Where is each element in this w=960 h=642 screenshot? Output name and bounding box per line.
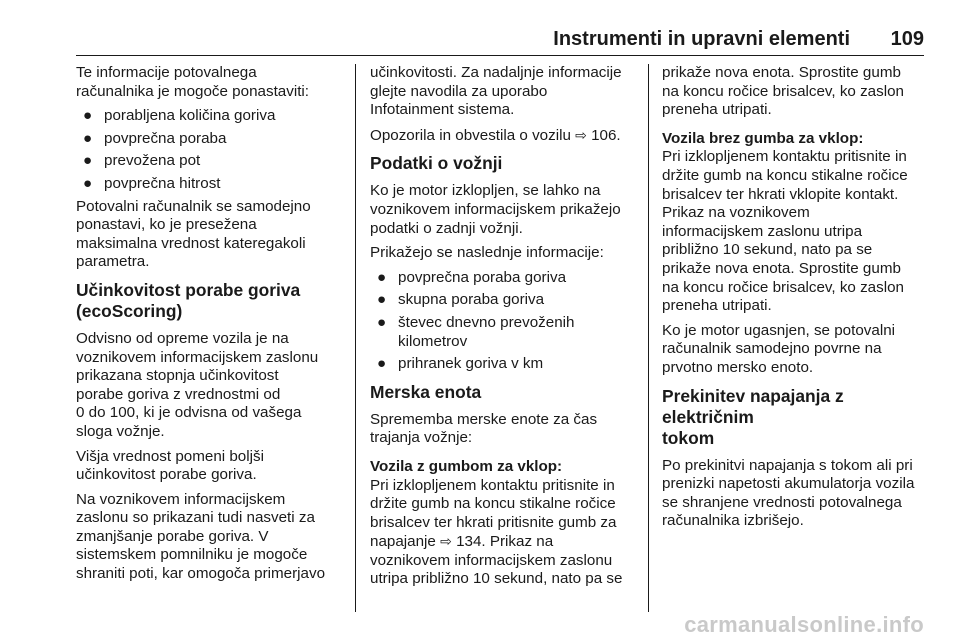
heading-power-interruption: Prekinitev napajanja z električnim tokom: [662, 385, 844, 448]
header-divider: [76, 55, 924, 56]
page-reference-arrow-icon: ⇨: [575, 126, 587, 143]
section-title: Instrumenti in upravni elementi: [553, 28, 850, 50]
tips-paragraph: Na voznikovem informacijskem zaslonu so prikazani tudi nasveti za zmanjšanje porabe goriva. V sistemskem pomnilniku je mogoče shraniti poti, kar omogoča primerjavo: [76, 490, 326, 583]
with-button-paragraph: Pri izklopljenem kontaktu pritisnite in držite gumb na koncu stikalne ročice brisalcev ter hkrati pritisnite gumb za napajanje ⇨ 134. Prikaz na voznikovem informacijskem zaslonu utripa približno 10 sekund, nato pa se: [370, 476, 623, 588]
column-3: [662, 64, 928, 537]
engine-off-paragraph: Ko je motor ugasnjen, se potovalni računalnik samodejno povrne na prvotno mersko enoto.: [662, 321, 896, 376]
column-2: [370, 64, 640, 595]
bullet-icon: ●: [83, 107, 93, 125]
trip-data-paragraph: Ko je motor izklopljen, se lahko na voznikovem informacijskem prikažejo podatki o zadnji vožnji.: [370, 182, 621, 237]
power-interruption-paragraph: Po prekinitvi napajanja s tokom ali pri prenizki napetosti akumulatorja vozila se shranjene vrednosti potovalnega računalnika izbrišejo.: [662, 456, 915, 530]
list-item: ● porabljena količina goriva: [83, 107, 276, 125]
list-item: ● povprečna poraba: [83, 129, 227, 147]
unit-change-paragraph: Sprememba merske enote za čas trajanja vožnje:: [370, 410, 598, 447]
subheading-with-button: Vozila z gumbom za vklop:: [370, 457, 563, 475]
warnings-reference: Opozorila in obvestila o vozilu ⇨ 106.: [370, 126, 621, 144]
page-reference-arrow-icon: ⇨: [440, 533, 452, 550]
bullet-icon: ●: [377, 291, 387, 309]
list-item: ● prevožena pot: [83, 152, 201, 170]
without-button-paragraph: Pri izklopljenem kontaktu pritisnite in držite gumb na koncu stikalne ročice brisalcev ter hkrati vklopite kontakt. Prikaz na voznikovem informacijskem zaslonu utripa približno 10 sekund, nato pa se prikaže nova enota. Sprostite gumb na koncu ročice brisalcev, ko zaslon preneha utripati.: [662, 148, 908, 315]
info-shown-paragraph: Prikažejo se naslednje informacije:: [370, 244, 604, 262]
list-item: ● povprečna hitrost: [83, 174, 221, 192]
auto-reset-paragraph: Potovalni računalnik se samodejno ponastavi, ko je presežena maksimalna vrednost kateregakoli parametra.: [76, 197, 311, 271]
continuation-paragraph: učinkovitosti. Za nadaljnje informacije glejte navodila za uporabo Infotainment sistema.: [370, 64, 622, 119]
bullet-icon: ●: [83, 152, 93, 170]
higher-value-paragraph: Višja vrednost pomeni boljši učinkovitost porabe goriva.: [76, 447, 264, 484]
trip-info-list: [370, 269, 640, 374]
page-number: 109: [890, 28, 924, 50]
bullet-icon: ●: [377, 355, 387, 373]
list-item: ● povprečna poraba goriva: [377, 268, 567, 286]
list-item: ● števec dnevno prevoženih kilometrov: [377, 313, 575, 350]
intro-paragraph: Te informacije potovalnega računalnika je mogoče ponastaviti:: [76, 64, 310, 100]
heading-ecoscoring: Učinkovitost porabe goriva (ecoScoring): [76, 279, 301, 321]
column-divider-2: [648, 64, 649, 612]
bullet-icon: ●: [83, 174, 93, 192]
bullet-icon: ●: [83, 129, 93, 147]
ecoscoring-paragraph: Odvisno od opreme vozila je na voznikovem informacijskem zaslonu prikazana stopnja učinkovitost porabe goriva z vrednostmi od 0 do 100, ki je odvisna od vašega sloga vožnje.: [76, 329, 319, 440]
list-item: ● skupna poraba goriva: [377, 291, 545, 309]
column-divider-1: [355, 64, 356, 612]
continuation-paragraph: prikaže nova enota. Sprostite gumb na koncu ročice brisalcev, ko zaslon preneha utripati.: [662, 64, 904, 119]
page-header: [0, 0, 960, 54]
bullet-icon: ●: [377, 313, 387, 331]
heading-unit: Merska enota: [370, 381, 482, 402]
bullet-icon: ●: [377, 268, 387, 286]
subheading-without-button: Vozila brez gumba za vklop:: [662, 129, 864, 147]
heading-trip-data: Podatki o vožnji: [370, 153, 503, 174]
reset-list: [76, 107, 350, 193]
column-1: [76, 64, 350, 590]
list-item: ● prihranek goriva v km: [377, 355, 544, 373]
watermark-logo: carmanualsonline.info: [684, 612, 924, 637]
